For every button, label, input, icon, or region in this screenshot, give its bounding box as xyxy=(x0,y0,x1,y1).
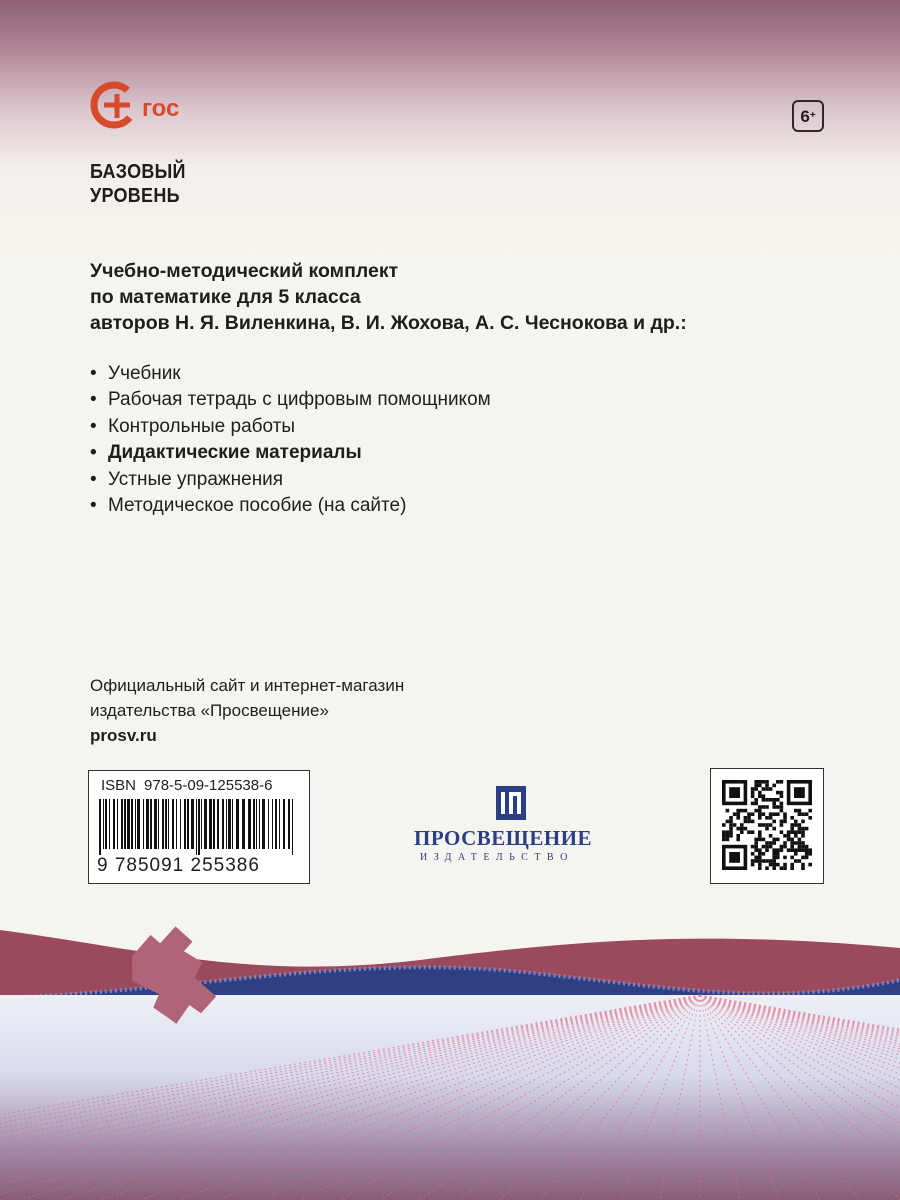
kit-title-line: авторов Н. Я. Виленкина, В. И. Жохова, А. С. Чеснокова и др.: xyxy=(90,312,687,334)
bullet: • xyxy=(90,495,97,517)
kit-item-label: Рабочая тетрадь с цифровым помощником xyxy=(108,389,491,411)
bullet: • xyxy=(90,468,97,490)
barcode-bars-icon xyxy=(95,799,300,855)
bullet: • xyxy=(90,389,97,411)
kit-item-label: Дидактические материалы xyxy=(108,442,362,464)
kit-title-line: Учебно-методический комплект xyxy=(90,260,399,282)
kit-item-label: Методическое пособие (на сайте) xyxy=(108,495,407,517)
kit-item-highlighted xyxy=(90,440,491,466)
isbn-label: ISBN xyxy=(101,777,137,794)
decorative-waves-graphic xyxy=(0,900,900,1200)
kit-title-line: по математике для 5 класса xyxy=(90,286,361,308)
kit-item xyxy=(90,387,491,413)
kit-items-list xyxy=(90,361,491,519)
site-url-link[interactable]: prosv.ru xyxy=(90,726,157,745)
level-line-2: УРОВЕНЬ xyxy=(90,185,180,207)
age-rating-plus: + xyxy=(809,110,816,121)
site-line-1: Официальный сайт и интернет-магазин xyxy=(90,676,405,695)
qr-code-icon xyxy=(711,769,823,883)
isbn-text xyxy=(101,777,272,794)
qr-code[interactable] xyxy=(710,768,824,884)
publisher-site-info xyxy=(90,673,404,748)
bullet: • xyxy=(90,363,97,384)
kit-item xyxy=(90,361,491,387)
kit-title xyxy=(90,258,687,336)
kit-item-label: Учебник xyxy=(108,363,181,384)
isbn-number: 978-5-09-125538-6 xyxy=(144,777,273,794)
level-label xyxy=(90,160,186,208)
bullet: • xyxy=(90,442,97,464)
site-line-2: издательства «Просвещение» xyxy=(90,701,329,720)
publisher-name: ПРОСВЕЩЕНИЕ xyxy=(414,826,593,850)
age-rating-badge xyxy=(792,100,824,132)
level-line-1: БАЗОВЫЙ xyxy=(90,161,186,183)
bullet: • xyxy=(90,415,97,437)
fgos-logo-text: гос xyxy=(142,95,180,122)
kit-item xyxy=(90,467,491,493)
age-rating-number: 6 xyxy=(800,106,810,126)
kit-item xyxy=(90,493,491,519)
ean-number: 9 785091 255386 xyxy=(97,855,260,876)
kit-item-label: Контрольные работы xyxy=(108,415,296,437)
kit-item-label: Устные упражнения xyxy=(108,468,284,490)
kit-item xyxy=(90,414,491,440)
isbn-barcode xyxy=(88,770,310,884)
publisher-subtitle: ИЗДАТЕЛЬСТВО xyxy=(420,852,574,863)
